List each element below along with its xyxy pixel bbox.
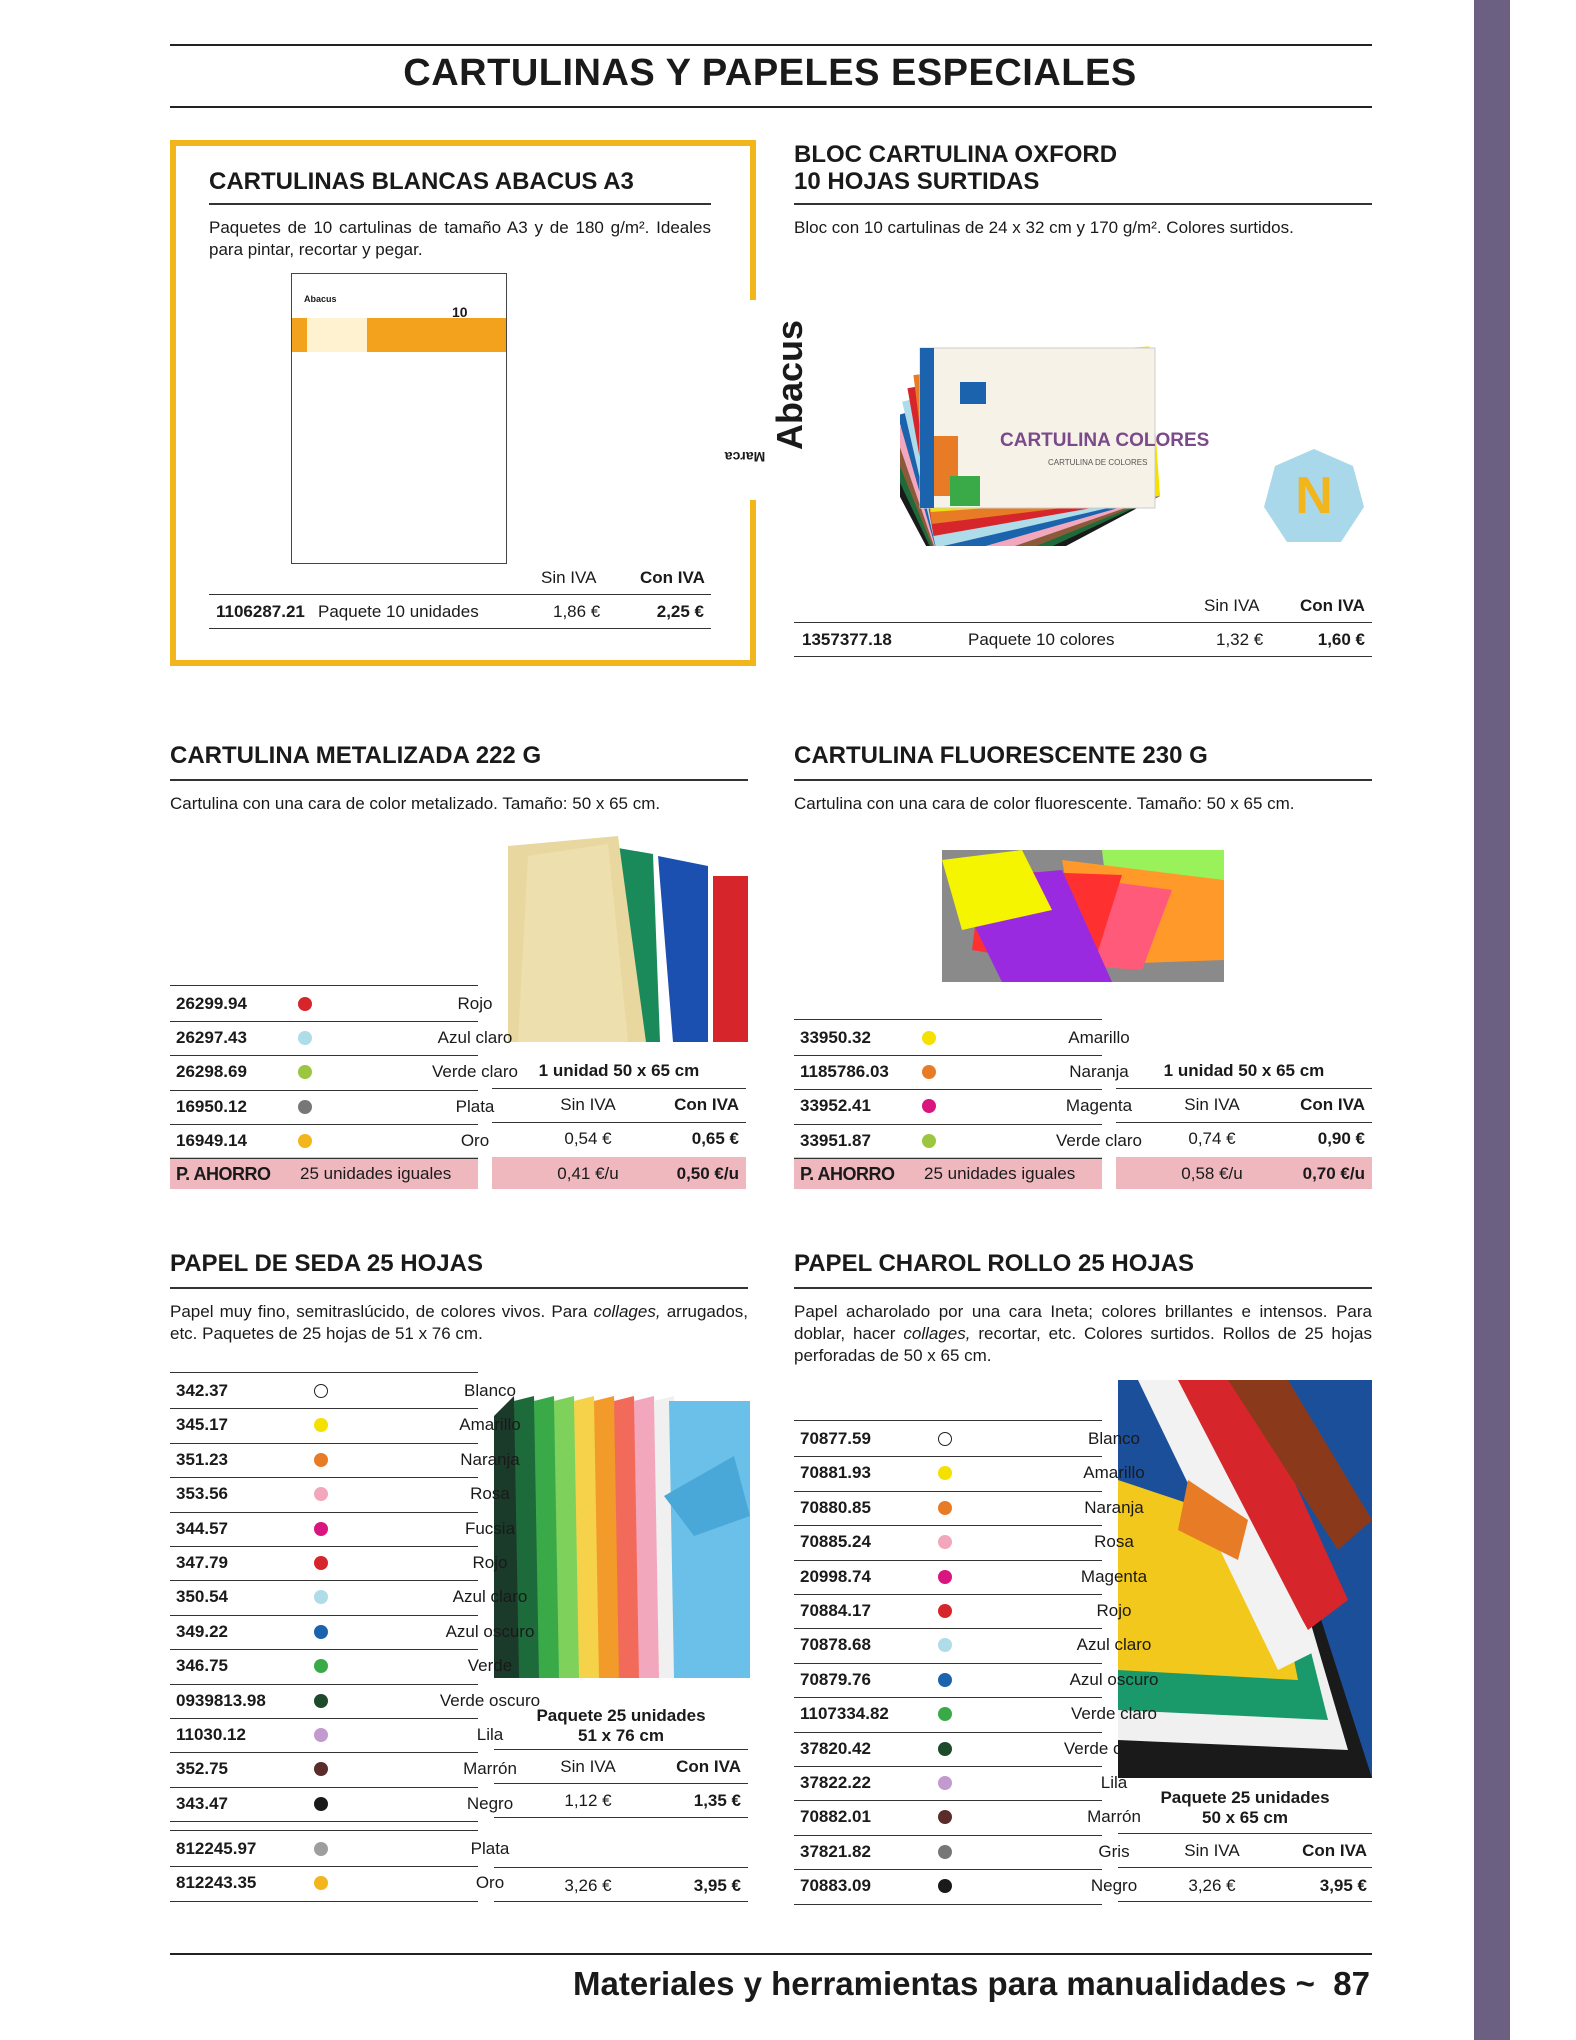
row-rule [170, 1787, 478, 1788]
metal-table-top-rule [170, 985, 478, 986]
seda-table-top-rule [170, 1372, 478, 1373]
row-rule [794, 1158, 1102, 1159]
row-code: 342.37 [176, 1381, 228, 1400]
color-swatch-icon [938, 1879, 952, 1893]
page-number: 87 [1333, 1965, 1370, 2002]
oxford-row-desc: Paquete 10 colores [968, 630, 1115, 649]
color-swatch-icon [938, 1604, 952, 1618]
fluor-title-rule [794, 779, 1372, 781]
charol-pack-label: Paquete 25 unidades 50 x 65 cm [1160, 1788, 1330, 1827]
fluor-con-iva-header: Con IVA [1300, 1095, 1365, 1114]
charol-price-rule [1118, 1867, 1372, 1868]
row-color-name: Azul claro [452, 1587, 528, 1607]
row-rule [794, 1456, 1102, 1457]
color-swatch-icon [938, 1707, 952, 1721]
row-code: 0939813.98 [176, 1690, 266, 1710]
fluor-unit-label: 1 unidad 50 x 65 cm [1163, 1061, 1325, 1080]
row-rule [170, 1580, 478, 1581]
row-code: 70883.09 [800, 1876, 871, 1896]
metal-title-rule [170, 779, 748, 781]
charol-price-sin: 3,26 € [1188, 1876, 1236, 1895]
row-color-name: Amarillo [1068, 1028, 1130, 1047]
metal-price-con: 0,65 € [691, 1129, 739, 1148]
row-code: 26299.94 [176, 994, 247, 1013]
color-swatch-icon [314, 1876, 328, 1890]
color-swatch-icon [314, 1659, 328, 1673]
row-code: 70877.59 [800, 1429, 871, 1448]
page-title: CARTULINAS Y PAPELES ESPECIALES [403, 52, 1137, 94]
row-code: 352.75 [176, 1759, 228, 1779]
abacus-row-price-con: 2,25 € [656, 602, 704, 621]
metal-ahorro-desc: 25 unidades iguales [300, 1164, 452, 1183]
row-rule [170, 1752, 478, 1753]
oxford-bloc-image [900, 246, 1250, 546]
row-rule [794, 1800, 1102, 1801]
color-swatch-icon [314, 1384, 328, 1398]
color-swatch-icon [938, 1810, 952, 1824]
row-code: 70878.68 [800, 1635, 871, 1655]
seda-title: PAPEL DE SEDA 25 HOJAS [170, 1250, 483, 1277]
row-rule [794, 1628, 1102, 1629]
fluor-price-rule [1116, 1122, 1372, 1123]
metal-sin-iva-header: Sin IVA [560, 1095, 616, 1114]
color-swatch-icon [298, 997, 312, 1011]
abacus-pack-count: 10 [452, 304, 468, 320]
row-color-name: Fucsia [464, 1518, 516, 1538]
oxford-table-rule [794, 622, 1372, 623]
metal-title: CARTULINA METALIZADA 222 G [170, 742, 542, 769]
color-swatch-icon [314, 1487, 328, 1501]
fluor-ahorro-desc: 25 unidades iguales [924, 1164, 1076, 1183]
row-color-name: Naranja [460, 1449, 520, 1469]
row-rule [794, 1560, 1102, 1561]
metal-ahorro-label: P. AHORRO [176, 1164, 271, 1184]
abacus-con-iva-header: Con IVA [640, 568, 705, 587]
row-code: 350.54 [176, 1587, 228, 1607]
color-swatch-icon [314, 1556, 328, 1570]
color-swatch-icon [314, 1797, 328, 1811]
footer-text: Materiales y herramientas para manualidades ~ [573, 1965, 1315, 2002]
row-rule [170, 1124, 478, 1125]
row-rule [170, 1649, 478, 1650]
fluor-price-sin: 0,74 € [1188, 1129, 1236, 1148]
color-swatch-icon [298, 1134, 312, 1148]
row-rule [170, 1546, 478, 1547]
oxford-title-line2: 10 HOJAS SURTIDAS [794, 168, 1040, 195]
row-rule [170, 1684, 478, 1685]
abacus-title: CARTULINAS BLANCAS ABACUS A3 [209, 168, 634, 195]
abacus-table-rule [209, 594, 711, 595]
oxford-sin-iva-header: Sin IVA [1204, 596, 1260, 615]
row-code: 16950.12 [176, 1096, 247, 1116]
row-rule [170, 1718, 478, 1719]
row-code: 343.47 [176, 1793, 228, 1813]
row-color-name: Azul oscuro [445, 1621, 535, 1641]
row-code: 345.17 [176, 1415, 228, 1435]
color-swatch-icon [314, 1590, 328, 1604]
row-code: 37822.22 [800, 1773, 871, 1792]
row-color-name: Rosa [1094, 1532, 1134, 1552]
row-rule [794, 1089, 1102, 1090]
charol-description: Papel acharolado por una cara Ineta; colores brillantes e intensos. Para doblar, hacer collages, recortar, etc. Colores surtidos. Rollos de 25 hojas perforadas de 50 x 65 cm. [794, 1302, 1372, 1365]
row-code: 344.57 [176, 1518, 228, 1538]
row-rule [170, 1408, 478, 1409]
row-code: 70879.76 [800, 1669, 871, 1689]
row-color-name: Verde claro [1056, 1130, 1142, 1150]
row-color-name: Oro [460, 1130, 490, 1150]
row-code: 70881.93 [800, 1463, 871, 1483]
color-swatch-icon [314, 1728, 328, 1742]
color-swatch-icon [922, 1134, 936, 1148]
row-code: 33951.87 [800, 1130, 871, 1150]
color-swatch-icon [314, 1453, 328, 1467]
row-rule [170, 1021, 478, 1022]
oxford-cover-subtext: CARTULINA DE COLORES [1048, 458, 1148, 467]
fluor-title: CARTULINA FLUORESCENTE 230 G [794, 742, 1208, 769]
metal-ahorro-price-con: 0,50 €/u [676, 1164, 739, 1183]
row-rule [170, 1477, 478, 1478]
row-color-name: Rojo [457, 994, 493, 1013]
oxford-table-rule-bottom [794, 656, 1372, 657]
color-swatch-icon [314, 1522, 328, 1536]
color-swatch-icon [938, 1742, 952, 1756]
row-code: 26298.69 [176, 1062, 247, 1082]
row-code: 351.23 [176, 1449, 228, 1469]
brand-vertical-logo: Abacus [769, 319, 810, 451]
row-code: 1107334.82 [800, 1704, 889, 1724]
abacus-row-price-sin: 1,86 € [553, 602, 601, 621]
row-color-name: Blanco [1088, 1429, 1140, 1448]
row-code: 347.79 [176, 1553, 228, 1572]
fluor-price-con: 0,90 € [1317, 1129, 1365, 1148]
oxford-description: Bloc con 10 cartulinas de 24 x 32 cm y 170 g/m². Colores surtidos. [794, 218, 1294, 237]
color-swatch-icon [938, 1432, 952, 1446]
row-rule [794, 1594, 1102, 1595]
row-code: 70885.24 [800, 1532, 871, 1552]
row-color-name: Gris [1098, 1841, 1130, 1861]
color-swatch-icon [922, 1065, 936, 1079]
seda-description: Papel muy fino, semitraslúcido, de colores vivos. Para collages, arrugados, etc. Paquetes de 25 hojas de 51 x 76 cm. [170, 1302, 748, 1343]
row-code: 70882.01 [800, 1807, 871, 1827]
metal-price-sin: 0,54 € [564, 1129, 612, 1148]
row-color-name: Naranja [1069, 1062, 1129, 1082]
row-code: 33950.32 [800, 1028, 871, 1047]
row-color-name: Amarillo [459, 1415, 521, 1435]
color-swatch-icon [298, 1065, 312, 1079]
seda-price2-rule-bottom [494, 1901, 748, 1902]
color-swatch-icon [922, 1031, 936, 1045]
color-swatch-icon [314, 1762, 328, 1776]
oxford-row-price-con: 1,60 € [1317, 630, 1365, 649]
row-rule [794, 1124, 1102, 1125]
color-swatch-icon [314, 1418, 328, 1432]
row-rule [794, 1491, 1102, 1492]
abacus-pack-label [307, 318, 367, 352]
new-badge-letter: N [1295, 467, 1333, 525]
metal-unit-label: 1 unidad 50 x 65 cm [538, 1061, 700, 1080]
row-color-name: Lila [476, 1725, 504, 1744]
seda-price2-con: 3,95 € [693, 1876, 741, 1895]
color-swatch-icon [938, 1776, 952, 1790]
row-color-name: Blanco [464, 1381, 516, 1400]
row-code: 26297.43 [176, 1028, 247, 1048]
row-color-name: Rosa [470, 1484, 510, 1504]
abacus-title-rule [209, 203, 711, 205]
row-rule [170, 1090, 478, 1091]
row-code: 1185786.03 [800, 1062, 889, 1082]
color-swatch-icon [314, 1842, 328, 1856]
oxford-title-line1: BLOC CARTULINA OXFORD [794, 141, 1118, 168]
seda-pack-rule [494, 1749, 748, 1750]
row-rule [170, 1158, 478, 1159]
color-swatch-icon [938, 1845, 952, 1859]
brand-marca-label: Marca [724, 449, 766, 465]
color-swatch-icon [298, 1031, 312, 1045]
row-color-name: Verde oscuro [439, 1690, 541, 1710]
row-color-name: Magenta [1065, 1096, 1133, 1116]
row-color-name: Azul claro [1076, 1635, 1152, 1655]
row-rule [170, 1443, 478, 1444]
row-color-name: Verde claro [432, 1062, 518, 1082]
row-rule [170, 1866, 478, 1867]
abacus-sin-iva-header: Sin IVA [541, 568, 597, 587]
footer-rule [170, 1953, 1372, 1955]
row-rule [794, 1732, 1102, 1733]
charol-sin-iva-header: Sin IVA [1184, 1841, 1240, 1860]
row-rule [170, 1901, 478, 1902]
seda-price-con: 1,35 € [693, 1791, 741, 1810]
fluor-sheets-image [942, 850, 1224, 982]
row-color-name: Marrón [1087, 1807, 1141, 1827]
row-rule [794, 1663, 1102, 1664]
fluor-table-top-rule [794, 1019, 1102, 1020]
row-color-name: Rojo [1096, 1601, 1132, 1620]
seda-price-rule [494, 1783, 748, 1784]
seda-price-sin: 1,12 € [564, 1791, 612, 1810]
row-color-name: Verde oscuro [1063, 1738, 1165, 1758]
fluor-description: Cartulina con una cara de color fluorescente. Tamaño: 50 x 65 cm. [794, 794, 1295, 813]
seda-price2-sin: 3,26 € [564, 1876, 612, 1895]
seda-table2-top-rule [170, 1830, 478, 1831]
row-color-name: Magenta [1080, 1566, 1148, 1586]
oxford-con-iva-header: Con IVA [1300, 596, 1365, 615]
seda-sin-iva-header: Sin IVA [560, 1757, 616, 1776]
color-swatch-icon [938, 1638, 952, 1652]
row-rule [794, 1904, 1102, 1905]
color-swatch-icon [922, 1099, 936, 1113]
color-swatch-icon [938, 1570, 952, 1584]
row-rule [794, 1055, 1102, 1056]
row-code: 353.56 [176, 1484, 228, 1504]
row-code: 11030.12 [176, 1725, 246, 1744]
fluor-sin-iva-header: Sin IVA [1184, 1095, 1240, 1114]
row-rule [170, 1055, 478, 1056]
metal-ahorro-price-sin: 0,41 €/u [557, 1164, 619, 1183]
oxford-cover-text: CARTULINA COLORES [1000, 430, 1210, 451]
row-color-name: Azul oscuro [1069, 1669, 1159, 1689]
metal-description: Cartulina con una cara de color metalizado. Tamaño: 50 x 65 cm. [170, 794, 661, 813]
oxford-row-price-sin: 1,32 € [1216, 630, 1264, 649]
page-sidebar-band [1474, 0, 1510, 2040]
row-code: 346.75 [176, 1656, 228, 1676]
row-rule [794, 1525, 1102, 1526]
title-bottom-rule [170, 106, 1372, 108]
metal-unit-rule [492, 1088, 746, 1089]
charol-price-rule-bottom [1118, 1901, 1372, 1902]
abacus-table-rule-bottom [209, 628, 711, 629]
row-code: 70880.85 [800, 1497, 871, 1517]
color-swatch-icon [298, 1100, 312, 1114]
color-swatch-icon [938, 1673, 952, 1687]
oxford-row-code: 1357377.18 [802, 630, 892, 649]
row-code: 812243.35 [176, 1873, 257, 1893]
row-rule [170, 1821, 478, 1822]
row-rule [170, 1512, 478, 1513]
row-color-name: Verde claro [1071, 1704, 1157, 1724]
row-color-name: Marrón [463, 1759, 517, 1779]
abacus-pack-brand: Abacus [304, 294, 337, 304]
row-rule [794, 1869, 1102, 1870]
row-code: 16949.14 [176, 1130, 247, 1150]
row-code: 33952.41 [800, 1096, 871, 1116]
row-color-name: Negro [466, 1793, 514, 1813]
color-swatch-icon [314, 1694, 328, 1708]
metal-price-rule [492, 1122, 746, 1123]
color-swatch-icon [938, 1535, 952, 1549]
row-color-name: Amarillo [1083, 1463, 1145, 1483]
row-code: 37821.82 [800, 1841, 871, 1861]
fluor-ahorro-price-sin: 0,58 €/u [1181, 1164, 1243, 1183]
seda-pack-label: Paquete 25 unidades 51 x 76 cm [536, 1706, 706, 1745]
row-color-name: Plata [470, 1839, 510, 1858]
row-color-name: Azul claro [437, 1028, 513, 1048]
row-code: 812245.97 [176, 1839, 257, 1858]
row-code: 70884.17 [800, 1601, 871, 1620]
charol-title: PAPEL CHAROL ROLLO 25 HOJAS [794, 1250, 1195, 1277]
seda-price2-rule [494, 1867, 748, 1868]
row-color-name: Rojo [472, 1553, 508, 1572]
color-swatch-icon [938, 1466, 952, 1480]
oxford-title-rule [794, 203, 1372, 205]
row-rule [794, 1697, 1102, 1698]
charol-price-con: 3,95 € [1319, 1876, 1367, 1895]
abacus-row-desc: Paquete 10 unidades [318, 602, 479, 621]
color-swatch-icon [314, 1625, 328, 1639]
abacus-pack-image [291, 273, 507, 564]
row-rule [794, 1835, 1102, 1836]
row-color-name: Oro [475, 1873, 505, 1893]
row-code: 349.22 [176, 1621, 228, 1641]
fluor-unit-rule [1116, 1088, 1372, 1089]
charol-table-top-rule [794, 1420, 1102, 1421]
charol-pack-rule [1118, 1833, 1372, 1834]
metal-con-iva-header: Con IVA [674, 1095, 739, 1114]
row-rule [170, 1615, 478, 1616]
fluor-ahorro-price-con: 0,70 €/u [1302, 1164, 1365, 1183]
charol-con-iva-header: Con IVA [1302, 1841, 1367, 1860]
seda-con-iva-header: Con IVA [676, 1757, 741, 1776]
row-color-name: Lila [1100, 1773, 1128, 1792]
abacus-description: Paquetes de 10 cartulinas de tamaño A3 y de 180 g/m². Ideales para pintar, recortar y pegar. [209, 218, 711, 259]
row-color-name: Verde [467, 1656, 513, 1676]
row-rule [794, 1766, 1102, 1767]
title-top-rule [170, 44, 1372, 46]
row-color-name: Plata [455, 1096, 495, 1116]
row-code: 20998.74 [800, 1566, 871, 1586]
seda-price-rule-bottom [494, 1817, 748, 1818]
color-swatch-icon [938, 1501, 952, 1515]
page-footer [573, 1965, 1370, 2003]
abacus-row-code: 1106287.21 [216, 602, 305, 621]
row-code: 37820.42 [800, 1738, 871, 1758]
charol-title-rule [794, 1287, 1372, 1289]
row-color-name: Negro [1090, 1876, 1138, 1896]
row-color-name: Naranja [1084, 1497, 1144, 1517]
fluor-ahorro-label: P. AHORRO [800, 1164, 895, 1184]
seda-title-rule [170, 1287, 748, 1289]
